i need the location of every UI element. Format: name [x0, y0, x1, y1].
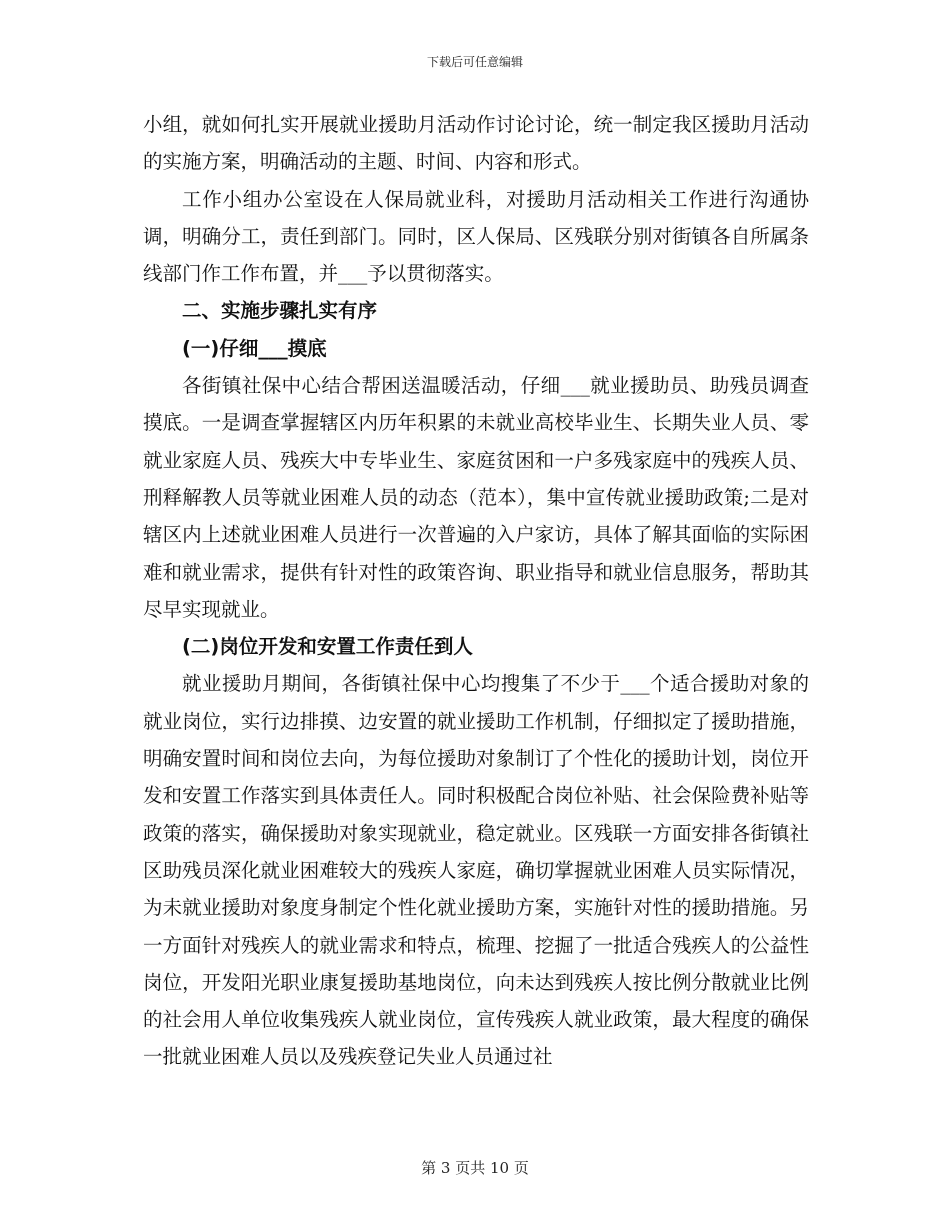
page-number: 第 3 页共 10 页: [421, 1159, 529, 1177]
subsection-heading-2: (二)岗位开发和安置工作责任到人: [182, 635, 473, 659]
paragraph-office: 工作小组办公室设在人保局就业科，对援助月活动相关工作进行沟通协调，明确分工，责任到部门。同时，区人保局、区残联分别对街镇各自所属条线部门作工作布置，并___予以贯彻落实。: [143, 187, 809, 286]
paragraph-placement: 就业援助月期间，各街镇社保中心均搜集了不少于___个适合援助对象的就业岗位，实行边排摸、边安置的就业援助工作机制，仔细拟定了援助措施，明确安置时间和岗位去向，为每位援助对象制订了个性化的援助计划，岗位开发和安置工作落实到具体责任人。同时积极配合岗位补贴、社会保险费补贴等政策的落实，确保援助对象实现就业，稳定就业。区残联一方面安排各街镇社区助残员深化就业困难较大的残疾人家庭，确切掌握就业困难人员实际情况，为未就业援助对象度身制定个性化就业援助方案，实施针对性的援助措施。另一方面针对残疾人的就业需求和特点，梳理、挖掘了一批适合残疾人的公益性岗位，开发阳光职业康复援助基地岗位，向未达到残疾人按比例分散就业比例的社会用人单位收集残疾人就业岗位，宣传残疾人就业政策，最大程度的确保一批就业困难人员以及残疾登记失业人员通过社: [143, 672, 809, 1069]
paragraph-continued: 小组，就如何扎实开展就业援助月活动作讨论讨论，统一制定我区援助月活动的实施方案，明确活动的主题、时间、内容和形式。: [143, 113, 809, 174]
page-header: 下载后可任意编辑: [426, 55, 523, 69]
paragraph-survey: 各街镇社保中心结合帮困送温暖活动，仔细___就业援助员、助残员调查摸底。一是调查掌握辖区内历年积累的未就业高校毕业生、长期失业人员、零就业家庭人员、残疾大中专毕业生、家庭贫困和一户多残家庭中的残疾人员、刑释解教人员等就业困难人员的动态（范本），集中宣传就业援助政策;二是对辖区内上述就业困难人员进行一次普遍的入户家访，具体了解其面临的实际困难和就业需求，提供有针对性的政策咨询、职业指导和就业信息服务，帮助其尽早实现就业。: [143, 374, 809, 621]
section-heading: 二、实施步骤扎实有序: [182, 299, 378, 323]
document-body: [143, 106, 809, 1076]
subsection-heading-1: (一)仔细___摸底: [182, 336, 327, 360]
